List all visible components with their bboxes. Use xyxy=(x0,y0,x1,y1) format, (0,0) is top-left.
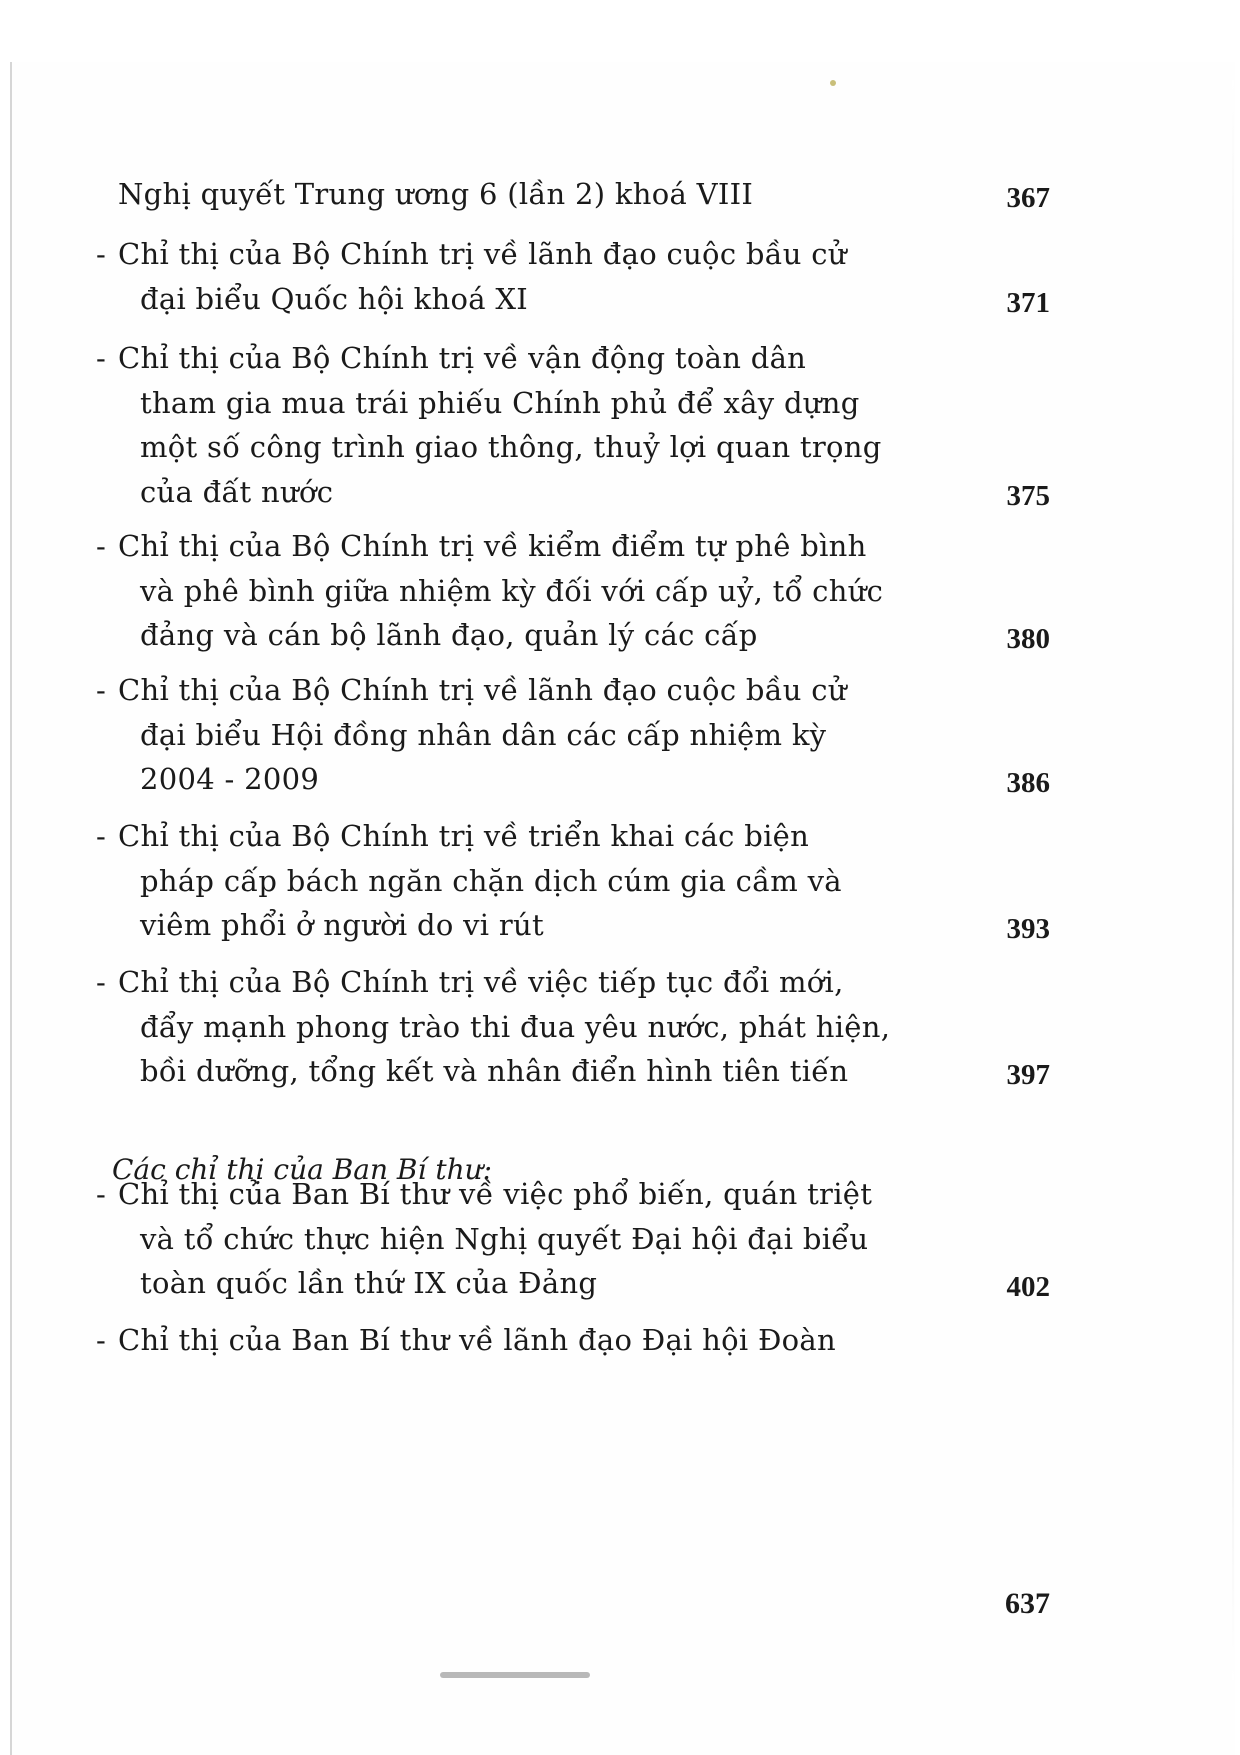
toc-entry-title xyxy=(96,964,844,1000)
toc-entry-continuation xyxy=(140,281,528,317)
toc-entry-text: Nghị quyết Trung ương 6 (lần 2) khoá VIII xyxy=(118,177,754,211)
toc-entry-continuation xyxy=(140,429,882,465)
toc-entry-text: một số công trình giao thông, thuỷ lợi quan trọng xyxy=(140,430,882,464)
toc-entry-continuation xyxy=(140,907,544,943)
toc-entry-text: đại biểu Quốc hội khoá XI xyxy=(140,281,529,316)
toc-entry-text: Chỉ thị của Bộ Chính trị về lãnh đạo cuộc bầu cử xyxy=(118,673,847,707)
toc-entry-text: đảng và cán bộ lãnh đạo, quản lý các cấp xyxy=(140,618,758,652)
toc-entry-title xyxy=(96,1176,873,1212)
toc-entry-text: và phê bình giữa nhiệm kỳ đối với cấp uỷ, tổ chức xyxy=(140,573,884,608)
toc-entry-continuation xyxy=(140,385,860,421)
toc-entry-text: Chỉ thị của Bộ Chính trị về triển khai các biện xyxy=(118,819,810,853)
page-edge-shadow xyxy=(1232,80,1234,1680)
toc-entry-title xyxy=(96,340,807,376)
toc-page-number: 402 xyxy=(1006,1271,1050,1303)
binding-mark xyxy=(440,1672,590,1678)
toc-entry-text: và tổ chức thực hiện Nghị quyết Đại hội đại biểu xyxy=(140,1221,869,1256)
bullet-dash: - xyxy=(96,819,107,853)
toc-entry-title xyxy=(96,1322,837,1358)
toc-entry-text: pháp cấp bách ngăn chặn dịch cúm gia cầm và xyxy=(140,863,842,898)
toc-entry-continuation xyxy=(140,573,884,609)
toc-entry-text: tham gia mua trái phiếu Chính phủ để xây dựng xyxy=(140,385,860,420)
paper-speck xyxy=(830,80,836,86)
toc-page-number: 380 xyxy=(1006,623,1050,655)
bullet-dash: - xyxy=(96,965,107,999)
toc-entry-continuation xyxy=(140,761,319,797)
toc-entry-text: của đất nước xyxy=(140,474,334,509)
bullet-dash: - xyxy=(96,237,107,271)
toc-page-number: 386 xyxy=(1006,767,1050,799)
toc-entry-continuation xyxy=(140,474,333,510)
toc-entry-text: Chỉ thị của Ban Bí thư về việc phổ biến, quán triệt xyxy=(118,1177,873,1211)
bullet-dash: - xyxy=(96,341,107,375)
toc-page-number: 397 xyxy=(1006,1059,1050,1091)
toc-entry-title xyxy=(96,672,847,708)
toc-entry-text: Chỉ thị của Bộ Chính trị về lãnh đạo cuộc bầu cử xyxy=(118,237,847,271)
toc-page-number: 375 xyxy=(1006,479,1050,512)
toc-page-number: 393 xyxy=(1006,913,1050,945)
toc-page-number: 371 xyxy=(1006,286,1050,319)
toc-entry-text: Chỉ thị của Ban Bí thư về lãnh đạo Đại hội Đoàn xyxy=(118,1323,837,1357)
bullet-dash: - xyxy=(96,529,107,563)
toc-entry-continuation xyxy=(140,1221,869,1257)
toc-entry-text: toàn quốc lần thứ IX của Đảng xyxy=(140,1266,598,1300)
toc-entry-title xyxy=(96,528,867,564)
toc-entry-continuation xyxy=(140,1009,891,1045)
toc-entry-title xyxy=(96,236,847,272)
toc-entry-continuation xyxy=(140,717,827,753)
toc-entry-text: đại biểu Hội đồng nhân dân các cấp nhiệm kỳ xyxy=(140,717,827,752)
page-number: 637 xyxy=(1005,1587,1050,1620)
toc-entry-text: Chỉ thị của Bộ Chính trị về việc tiếp tục đổi mới, xyxy=(118,965,844,999)
toc-page-number: 367 xyxy=(1006,182,1050,214)
bullet-dash: - xyxy=(96,1323,107,1357)
bullet-dash: - xyxy=(96,1177,107,1211)
toc-entry-continuation xyxy=(140,1053,848,1089)
toc-entry-text: đẩy mạnh phong trào thi đua yêu nước, phát hiện, xyxy=(140,1009,891,1044)
toc-entry-text: Chỉ thị của Bộ Chính trị về vận động toàn dân xyxy=(118,341,807,375)
toc-entry-text: viêm phổi ở người do vi rút xyxy=(140,908,544,942)
toc-entry-text: bồi dưỡng, tổng kết và nhân điển hình tiên tiến xyxy=(140,1054,849,1088)
bullet-dash: - xyxy=(96,673,107,707)
section-heading: Các chỉ thị của Ban Bí thư: xyxy=(112,1153,493,1186)
toc-entry-title xyxy=(118,176,753,212)
toc-entry-title xyxy=(96,818,810,854)
toc-entry-continuation xyxy=(140,617,758,653)
toc-entry-continuation xyxy=(140,1265,597,1301)
toc-entry-text: 2004 - 2009 xyxy=(140,762,320,796)
toc-entry-text: Chỉ thị của Bộ Chính trị về kiểm điểm tự phê bình xyxy=(118,529,867,563)
toc-entry-continuation xyxy=(140,863,842,899)
